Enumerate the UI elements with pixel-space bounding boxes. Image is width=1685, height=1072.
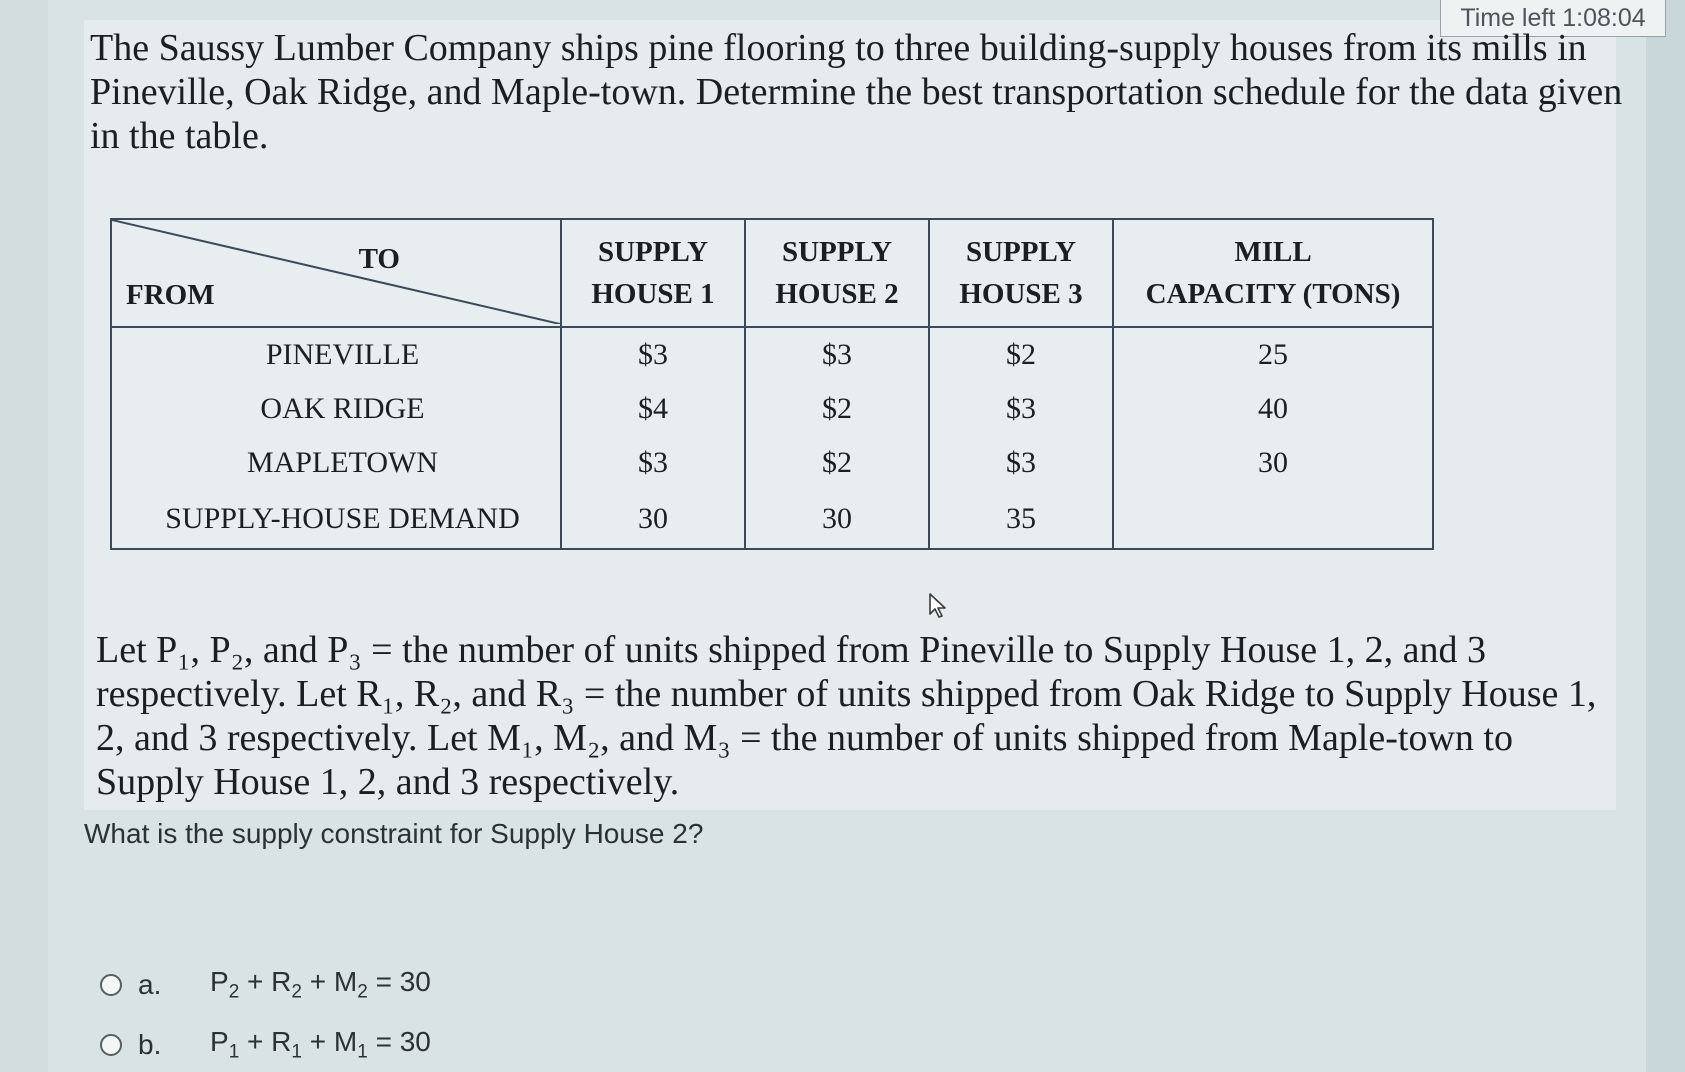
answer-option-b[interactable]	[100, 1026, 431, 1064]
table-row	[111, 327, 1433, 382]
capacity-cell: 25	[1113, 327, 1433, 382]
transportation-table	[110, 218, 1434, 550]
row-label: PINEVILLE	[111, 327, 561, 382]
time-left-indicator: Time left 1:08:04	[1440, 0, 1666, 37]
left-margin	[0, 0, 48, 1072]
option-letter: a.	[138, 968, 162, 1000]
question-text: What is the supply constraint for Supply House 2?	[84, 818, 704, 849]
radio-button[interactable]	[100, 974, 122, 996]
problem-intro-text: The Saussy Lumber Company ships pine flooring to three building-supply houses from its mills in Pineville, Oak Ridge, and Maple-town. Determine the best transportation schedule for the data given in the table.	[90, 27, 1623, 157]
corner-header-cell	[111, 219, 561, 327]
cost-cell: $3	[561, 436, 745, 490]
corner-from-label: FROM	[126, 279, 215, 311]
header-supply-house-1: SUPPLY HOUSE 1	[561, 219, 745, 327]
cost-cell: $3	[929, 436, 1113, 490]
cost-cell: $3	[929, 382, 1113, 436]
variable-definitions-text: Let P₁, P₂, and P₃ = the number of units shipped from Pineville to Supply House 1, 2, and 3 respectively. Let R₁, R₂, and R₃ = the number of units shipped from Oak Ridge to Supply House 1, 2, and 3 respectively. Let M₁, M₂, and M₃ = the number of units shipped from Maple-town to Supply House 1, 2, and 3 respectively.	[96, 629, 1597, 803]
cost-cell: $2	[745, 382, 929, 436]
radio-button[interactable]	[100, 1034, 122, 1056]
table-header-row	[111, 219, 1433, 327]
demand-cell: 30	[561, 490, 745, 549]
mouse-cursor-icon	[928, 592, 948, 620]
cost-cell: $2	[929, 327, 1113, 382]
row-label: OAK RIDGE	[111, 382, 561, 436]
option-text[interactable]: $P_2 + R_2 + M_2 = 30$	[210, 966, 431, 1003]
header-mill-capacity: MILL CAPACITY (TONS)	[1113, 219, 1433, 327]
cost-cell: $3	[745, 327, 929, 382]
header-supply-house-3: SUPPLY HOUSE 3	[929, 219, 1113, 327]
corner-to-label: TO	[358, 243, 400, 275]
option-letter: b.	[138, 1028, 162, 1060]
demand-cell: 35	[929, 490, 1113, 549]
table-row	[111, 490, 1433, 549]
capacity-cell: 40	[1113, 382, 1433, 436]
table-row	[111, 382, 1433, 436]
row-label: SUPPLY-HOUSE DEMAND	[111, 490, 561, 549]
empty-cell	[1113, 490, 1433, 549]
answer-option-a[interactable]	[100, 966, 431, 1004]
demand-cell: 30	[745, 490, 929, 549]
table-row	[111, 436, 1433, 490]
cost-cell: $2	[745, 436, 929, 490]
cost-cell: $4	[561, 382, 745, 436]
capacity-cell: 30	[1113, 436, 1433, 490]
cost-cell: $3	[561, 327, 745, 382]
row-label: MAPLETOWN	[111, 436, 561, 490]
header-supply-house-2: SUPPLY HOUSE 2	[745, 219, 929, 327]
option-text[interactable]: $P_1 + R_1 + M_1 = 30$	[210, 1026, 431, 1063]
